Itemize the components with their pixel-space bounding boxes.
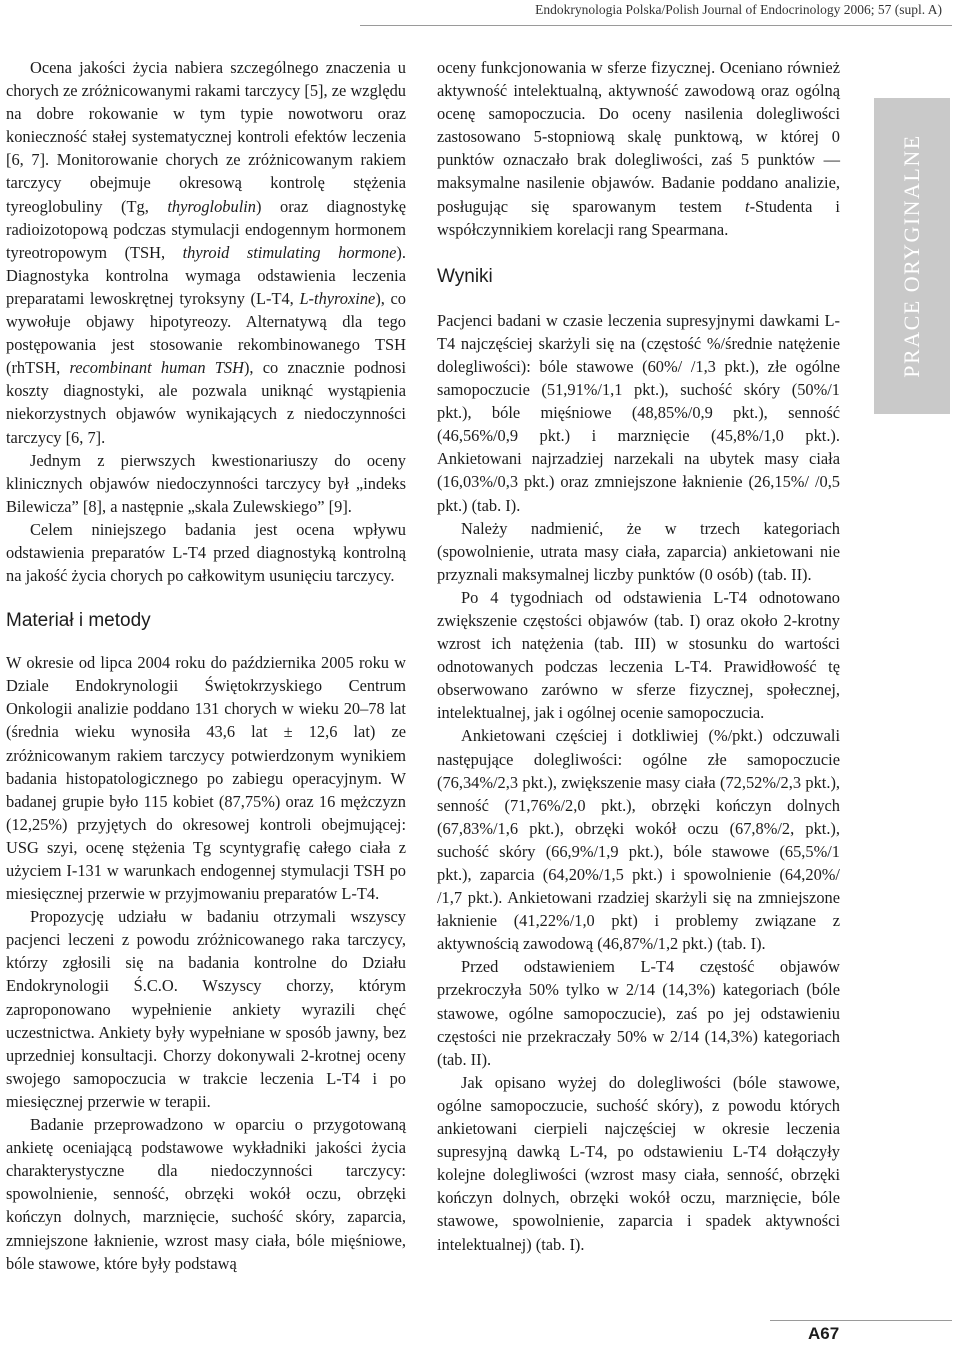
paragraph: Po 4 tygodniach od odstawienia L-T4 odnotowano zwiększenie częstości objawów (tab. I) oraz około 2-krotny wzrost ich natężenia (tab. III) w stosunku do wartości odnotowanych podczas leczenia L-T4. Prawidłowość tę obserwowano zarówno w sferze fizycznej, społecznej, intelektualnej, jak i ogólnej ocenie samopoczucia. (437, 587, 840, 723)
italic-term: L-thyroxine (299, 288, 376, 308)
paragraph: Propozycję udziału w badaniu otrzymali wszyscy pacjenci leczeni z powodu zróżnicowanego raka tarczycy, którzy zgłosili się na badania kontrolne do Działu Endokrynologii Ś.C.O. Wszyscy chorzy, którym zaproponowano wypełnienie ankiety wyrazili chęć uczestnictwa. Ankiety były wypełniane w sposób jawny, bez uprzedniej konsultacji. Chorzy dokonywali 2-krotnej oceny swojego samopoczucia w trakcie leczenia L-T4 i po miesięcznej przerwie w terapii. (6, 907, 406, 1111)
text-run: Ocena jakości życia nabiera szczególnego znaczenia u chorych ze zróżnicowanymi rakami tarczycy [5], ze względu na dobre rokowanie w tym typie nowotworu oraz konieczność stałej systematycznej kontroli efektów leczenia [6, 7]. Monitorowanie chorych ze zróżnicowanym rakiem tarczycy obejmuje okresową kontrolę stężenia tyreoglobuliny (Tg, (6, 58, 406, 216)
paragraph: Celem niniejszego badania jest ocena wpływu odstawienia preparatów L-T4 przed diagnostyką kontrolną na jakość życia chorych po całkowitym usunięciu tarczycy. (6, 519, 406, 586)
intro-paragraph (6, 56, 406, 449)
section-heading-methods: Materiał i metody (6, 610, 151, 632)
paragraph: W okresie od lipca 2004 roku do października 2005 roku w Dziale Endokrynologii Świętokrzyskiego Centrum Onkologii analizie poddano 131 chorych w wieku 20–78 lat (średnia wieku wynosiła 43,6 lat ± 12,6 lat) ze zróżnicowanym rakiem tarczycy potwierdzonym wynikiem badania histopatologicznego po zabiegu operacyjnym. W badanej grupie było 115 kobiet (87,75%) oraz 16 mężczyzn (12,25%) przyjętych do okresowej kontroli obejmującej: USG szyi, ocenę stężenia Tg scyntygrafię całego ciała z użyciem I-131 w warunkach endogennej stymulacji TSH po miesięcznej przerwie w przyjmowaniu preparatów L-T4. (6, 653, 406, 904)
section-side-label: PRACE ORYGINALNE (899, 134, 924, 378)
paragraph: Jak opisano wyżej do dolegliwości (bóle stawowe, ogólne samopoczucie, suchość skóry), z powodu których ankietowani cierpieli najczęściej w okresie leczenia supresyjną dawką L-T4, po odstawieniu L-T4 dołączyły kolejne dolegliwości (wzrost masy ciała, senność, obrzęki kończyn dolnych, obrzęki wokół oczu, marznięcie, bóle stawowe, spowolnienie, zaparcia i spadek aktywności intelektualnej) (tab. I). (437, 1072, 840, 1254)
text-run: ). Diagnostyka kontrolna wymaga odstawienia leczenia preparatami lewoskrętnej tyroksyny (L-T4, (6, 242, 406, 308)
page-number: A67 (808, 1324, 840, 1343)
footer-rule (770, 1320, 952, 1321)
text-run: -Studenta i współczynnikiem korelacji rang Spearmana. (437, 196, 840, 239)
left-column (6, 56, 406, 1275)
italic-term: thyroglobulin (167, 196, 257, 216)
paragraph: Ankietowani częściej i dotkliwiej (%/pkt.) odczuwali następujące dolegliwości: ogólne złe samopoczucie (76,34%/2,3 pkt.), zwiększenie masy ciała (72,52%/2,3 pkt.), senność (71,76%/2,0 pkt.), obrzęki kończyn dolnych (67,83%/1,6 pkt.), obrzęki wokół oczu (67,8%/2, pkt.), suchość skóry (66,9%/1,9 pkt.), bóle stawowe (65,5%/1 pkt.), zaparcia (64,20%/1,5 pkt.) i spowolnienie (64,20%/ /1,7 pkt.). Ankietowani rzadziej skarżyli się na zmniejszone łaknienie (41,22%/1,0 pkt) i problemy związane z aktywnością zawodową (46,87%/1,2 pkt.) (tab. I). (437, 726, 840, 954)
paragraph: Jednym z pierwszych kwestionariuszy do oceny klinicznych objawów niedoczynności tarczycy był „indeks Bilewicza” [8], a następnie „skala Zulewskiego” [9]. (6, 450, 406, 516)
italic-term: thyroid stimulating hormone (182, 242, 397, 262)
text-run: ) oraz diagnostykę radioizotopową podczas stymulacji endogennym hormonem tyreotropowym (TSH, (6, 196, 406, 262)
section-heading-results: Wyniki (437, 265, 493, 287)
text-run: ), co znacznie podnosi koszty diagnostyki, ale pozwala uniknąć wystąpienia niekorzystnych objawów wynikających z niedoczynności tarczycy [6, 7]. (6, 358, 406, 447)
paragraph: Przed odstawieniem L-T4 częstość objawów przekroczyła 50% tylko w 2/14 (14,3%) kategoriach (bóle stawowe, ogólne samopoczucie), zaś po jej odstawieniu częstości nie przekraczały 50% w 2/14 (14,3%) kategoriach (tab. II). (437, 957, 840, 1069)
paragraph: Pacjenci badani w czasie leczenia supresyjnymi dawkami L-T4 najczęściej skarżyli się na (częstość %/średnie natężenie dolegliwości): bóle stawowe (60%/ /1,3 pkt.), złe ogólne samopoczucie (51,91%/1,1 pkt.), suchość skóry (50%/1 pkt.), bóle mięśniowe (48,85%/0,9 pkt.), senność (46,56%/0,9 pkt.) i marznięcie (45,8%/1,0 pkt.). Ankietowani najrzadziej narzekali na ubytek masy ciała (16,03%/0,3 pkt.) oraz zmniejszone łaknienie (26,15%/ /0,5 pkt.) (tab. I). (437, 310, 840, 515)
paragraph: Badanie przeprowadzono w oparciu o przygotowaną ankietę oceniającą podstawowe wykładniki jakości życia charakterystyczne dla niedoczynności tarczycy: spowolnienie, senność, obrzęki wokół oczu, obrzęki kończyn dolnych, marznięcie, suchość skóry, zaparcia, zmniejszone łaknienie, wzrost masy ciała, bóle mięśniowe, bóle stawowe, które były podstawą (6, 1115, 406, 1273)
italic-term: recombinant human TSH (69, 358, 244, 378)
italic-term: t (745, 196, 750, 216)
section-side-band (874, 98, 950, 414)
paragraph: Należy nadmienić, że w trzech kategoriach (spowolnienie, utrata masy ciała, zaparcia) ankietowani nie przyznali maksymalnej liczby punktów (0 osób) (tab. II). (437, 518, 840, 584)
running-header: Endokrynologia Polska/Polish Journal of Endocrinology 2006; 57 (supl. A) (360, 0, 952, 26)
right-column (437, 56, 840, 1256)
text-run: ), co wywołuje objawy hipotyreozy. Alternatywą dla tego postępowania jest stosowanie rekombinowanego TSH (rhTSH, (6, 288, 406, 378)
text-run: oceny funkcjonowania w sferze fizycznej. Oceniano również aktywność intelektualną, aktywność zawodową oraz ogólną ocenę samopoczucia. Do oceny nasilenia dolegliwości zastosowano 5-stopniową skalę punktową, w której 0 punktów oznaczało brak dolegliwości, zaś 5 punktów — maksymalne nasilenie objawów. Badanie poddano analizie, posługując się sparowanym testem (437, 58, 840, 216)
paragraph (437, 56, 840, 241)
